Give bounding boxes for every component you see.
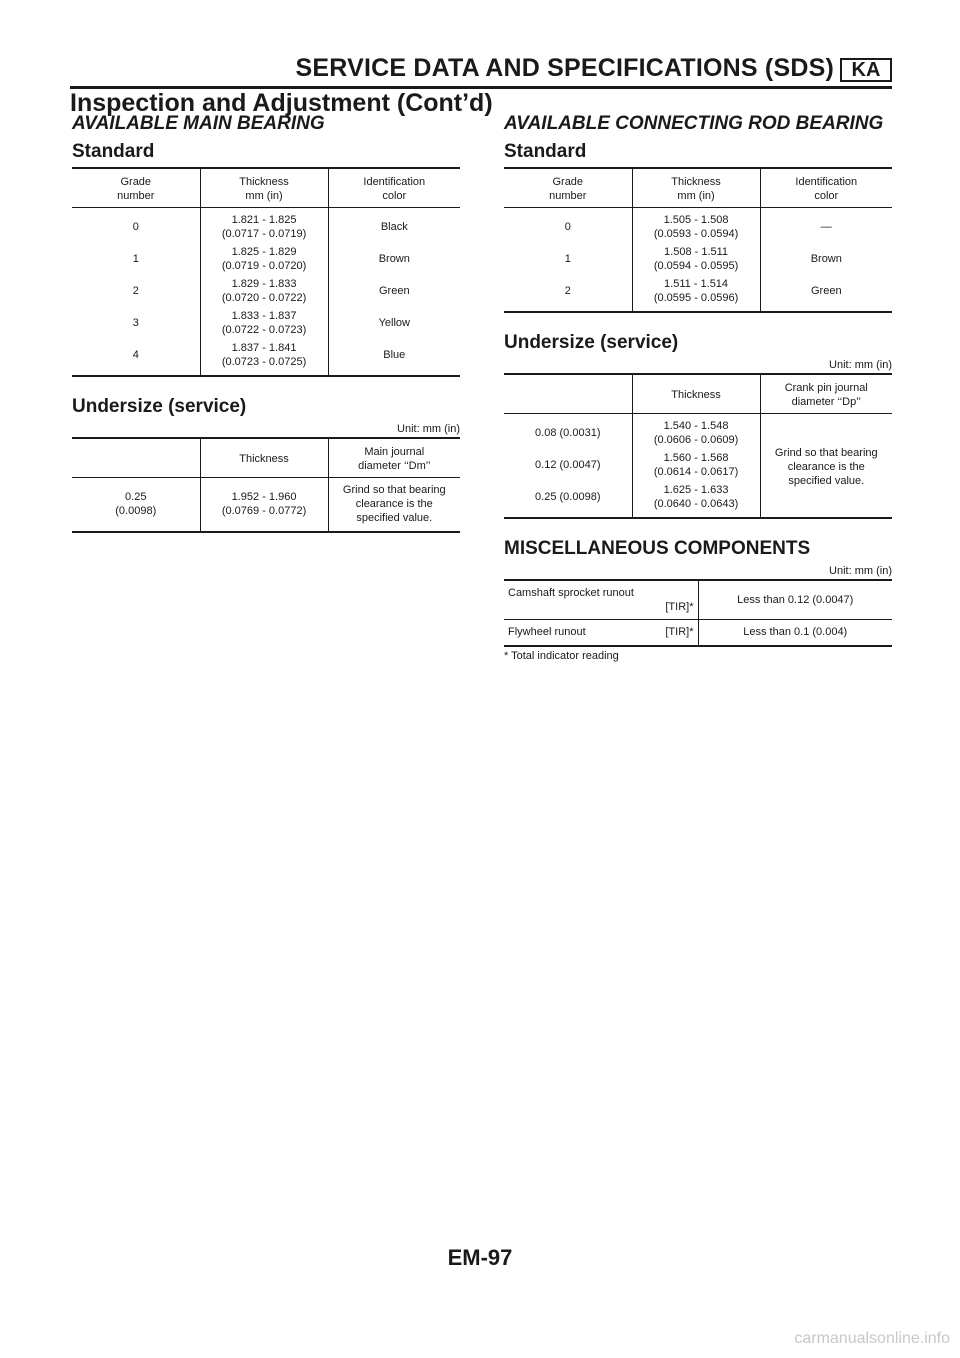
thickness-in: (0.0593 - 0.0594) [653,228,739,240]
item-label: Flywheel runout [508,626,586,638]
col-header-color: Identification color [328,168,460,208]
right-column [504,112,892,663]
unit-label: Unit: mm (in) [829,359,892,371]
thickness-cell [632,449,760,481]
thickness-mm: 1.825 - 1.829 [231,246,297,258]
conrod-undersize-title: Undersize (service) [504,332,679,353]
table-row [72,275,460,307]
unit-label: Unit: mm (in) [397,423,460,435]
left-column [72,112,460,533]
thickness-cell [632,243,760,275]
unit-label: Unit: mm (in) [829,565,892,577]
diameter-cell: Grind so that bearing clearance is the specified value. [328,478,460,533]
table-row [72,339,460,376]
item-label: Camshaft sprocket runout [508,587,634,599]
col-header-diameter: Crank pin journal diameter ‘‘Dp’’ [760,374,892,414]
size-in: (0.0098) [115,505,157,517]
thickness-cell [632,208,760,244]
misc-components-title: MISCELLANEOUS COMPONENTS [504,538,811,559]
page-header [70,52,892,117]
main-bearing-standard-table [72,167,460,377]
thickness-mm: 1.505 - 1.508 [663,214,729,226]
size-cell: 0.08 (0.0031) [535,427,601,439]
table-row [72,208,460,244]
tir-tag: [TIR]* [665,626,694,638]
item-row [508,625,694,639]
thickness-cell [200,478,328,533]
thickness-in: (0.0720 - 0.0722) [221,292,307,304]
thickness-cell [632,414,760,450]
value-cell: Less than 0.12 (0.0047) [698,580,892,620]
conrod-bearing-title: AVAILABLE CONNECTING ROD BEARING [504,113,884,134]
size-cell [72,478,200,533]
color-cell: Brown [328,243,460,275]
thickness-in: (0.0722 - 0.0723) [221,324,307,336]
thickness-cell [200,275,328,307]
item-cell [504,620,698,647]
main-bearing-standard-title: Standard [72,141,155,162]
table-row [504,620,892,647]
table-row [504,414,892,450]
col-header-grade: Grade number [504,168,632,208]
thickness-cell [632,481,760,518]
header-subtitle: Inspection and Adjustment (Cont’d) [70,89,493,117]
color-cell: Green [328,275,460,307]
col-header-thickness: Thickness [200,438,328,478]
thickness-mm: 1.833 - 1.837 [231,310,297,322]
diameter-cell: Grind so that bearing clearance is the specified value. [760,414,892,519]
grade-cell: 1 [564,253,571,265]
color-cell: Black [328,208,460,244]
thickness-mm: 1.625 - 1.633 [663,484,729,496]
thickness-mm: 1.540 - 1.548 [663,420,729,432]
main-bearing-undersize-title: Undersize (service) [72,396,247,417]
col-header-diameter: Main journal diameter ‘‘Dm’’ [328,438,460,478]
thickness-mm: 1.508 - 1.511 [664,246,729,258]
grade-cell: 0 [564,221,571,233]
thickness-in: (0.0640 - 0.0643) [653,498,739,510]
thickness-mm: 1.511 - 1.514 [664,278,729,290]
table-row [72,478,460,533]
col-header-size [504,374,632,414]
thickness-mm: 1.837 - 1.841 [231,342,297,354]
thickness-cell [200,307,328,339]
grade-cell: 3 [132,317,139,329]
conrod-standard-table [504,167,892,313]
col-header-thickness: Thickness mm (in) [632,168,760,208]
grade-cell: 4 [132,349,139,361]
footnote: * Total indicator reading [504,650,619,662]
color-cell: Yellow [328,307,460,339]
value-cell: Less than 0.1 (0.004) [698,620,892,647]
grade-cell: 1 [132,253,139,265]
table-row [72,307,460,339]
thickness-cell [200,208,328,244]
size-cell: 0.12 (0.0047) [535,459,601,471]
header-top [70,52,892,86]
grade-cell: 0 [132,221,139,233]
table-row [504,580,892,620]
engine-badge: KA [840,58,892,82]
color-cell: Brown [760,243,892,275]
size-cell: 0.25 (0.0098) [535,491,601,503]
thickness-in: (0.0595 - 0.0596) [653,292,739,304]
thickness-mm: 1.952 - 1.960 [231,491,297,503]
thickness-in: (0.0614 - 0.0617) [653,466,739,478]
thickness-cell [200,243,328,275]
grade-cell: 2 [132,285,139,297]
thickness-in: (0.0719 - 0.0720) [221,260,307,272]
col-header-grade: Grade number [72,168,200,208]
table-row [504,243,892,275]
color-cell: Green [760,275,892,312]
table-row [72,243,460,275]
thickness-mm: 1.821 - 1.825 [231,214,297,226]
misc-components-table [504,579,892,647]
item-cell [504,580,698,620]
thickness-in: (0.0717 - 0.0719) [221,228,307,240]
main-bearing-undersize-table [72,437,460,533]
conrod-standard-title: Standard [504,141,587,162]
col-header-thickness: Thickness mm (in) [200,168,328,208]
main-bearing-title: AVAILABLE MAIN BEARING [72,113,325,134]
thickness-cell [632,275,760,312]
thickness-in: (0.0594 - 0.0595) [653,260,739,272]
col-header-thickness: Thickness [632,374,760,414]
table-row [504,275,892,312]
tir-tag: [TIR]* [665,601,694,613]
color-cell: Blue [328,339,460,376]
header-title: SERVICE DATA AND SPECIFICATIONS (SDS) [295,54,834,82]
thickness-in: (0.0769 - 0.0772) [221,505,307,517]
size-mm: 0.25 [125,491,147,503]
thickness-in: (0.0606 - 0.0609) [653,434,739,446]
table-row [504,208,892,244]
grade-cell: 2 [564,285,571,297]
thickness-cell [200,339,328,376]
conrod-undersize-table [504,373,892,519]
thickness-mm: 1.560 - 1.568 [663,452,729,464]
color-cell: — [760,208,892,244]
thickness-mm: 1.829 - 1.833 [231,278,297,290]
watermark: carmanualsonline.info [794,1330,950,1347]
page-number: EM-97 [447,1245,513,1270]
col-header-size [72,438,200,478]
col-header-color: Identification color [760,168,892,208]
thickness-in: (0.0723 - 0.0725) [221,356,307,368]
